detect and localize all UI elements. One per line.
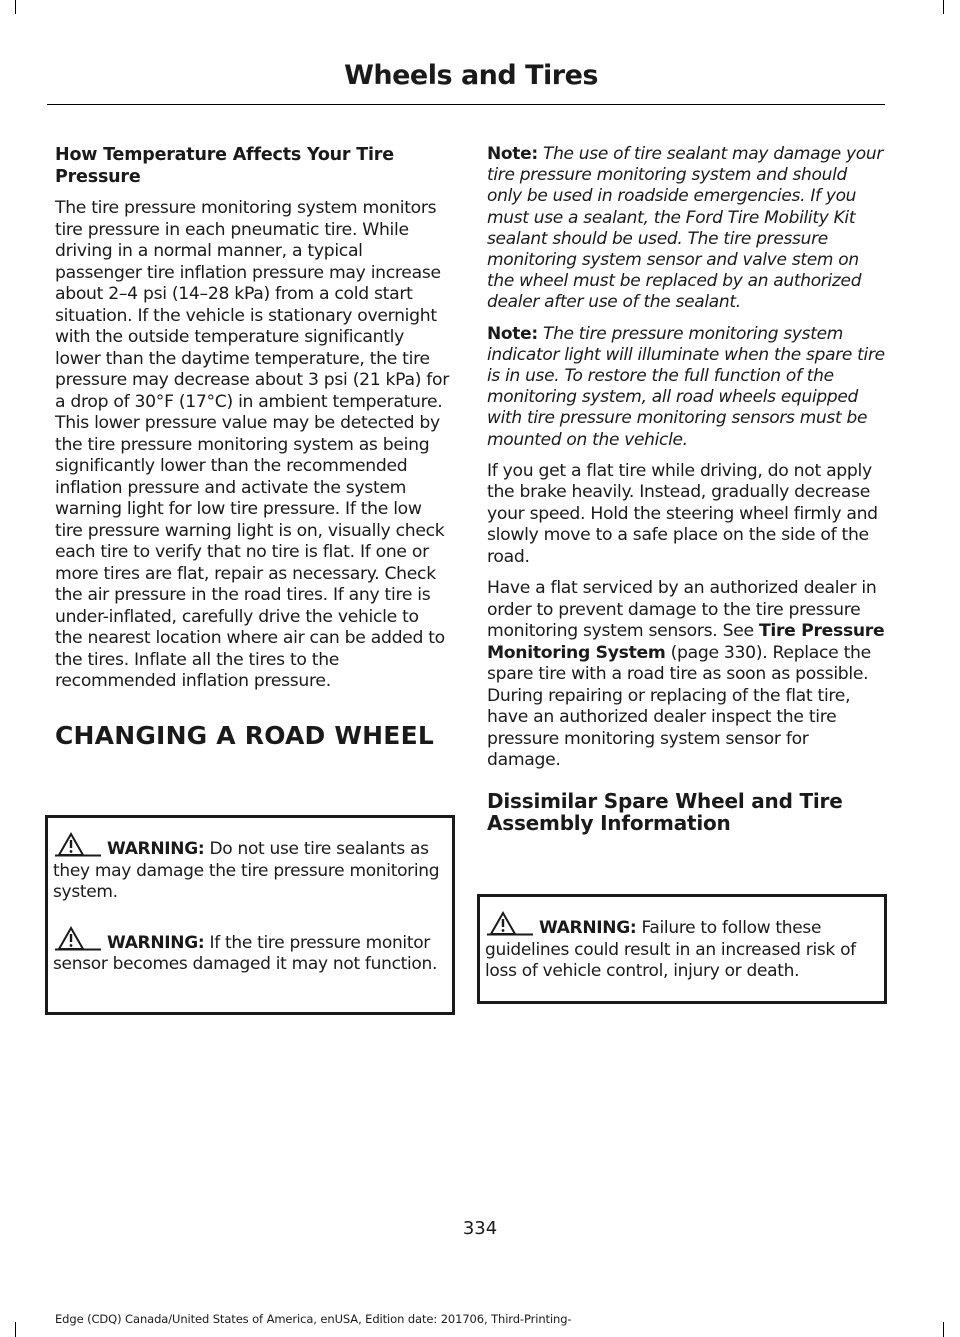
warning-text: Failure to follow these guidelines could result in an increased risk of loss of vehicle control, injury or death. [485, 918, 856, 981]
warning-item [485, 909, 876, 983]
dissimilar-spare-subheading: Dissimilar Spare Wheel and Tire Assembly Information [487, 788, 843, 835]
crop-mark [943, 0, 944, 14]
note-label: Note: [487, 323, 538, 344]
warning-label: WARNING: [539, 918, 637, 938]
warning-box [477, 894, 887, 1004]
header-divider [47, 104, 885, 105]
section-heading: CHANGING A ROAD WHEEL [55, 720, 434, 750]
warning-text: Do not use tire sealants as they may damage the tire pressure monitoring system. [53, 839, 440, 902]
warning-item [53, 830, 444, 904]
note-label: Note: [487, 144, 538, 164]
warning-text: If the tire pressure monitor sensor becomes damaged it may not function. [53, 932, 438, 974]
warning-label: WARNING: [107, 839, 205, 859]
warning-box [45, 815, 455, 1015]
crop-mark [15, 1322, 16, 1337]
warning-triangle-icon [485, 909, 535, 937]
note-sealant [487, 144, 885, 314]
note-text: The tire pressure monitoring system indicator light will illuminate when the spare tire is in use. To restore the full function of the monitoring system, all road wheels equipped with tire pressure monitoring sensors must be mounted on the vehicle. [487, 323, 885, 450]
temperature-paragraph: The tire pressure monitoring system monitors tire pressure in each pneumatic tire. While driving in a normal manner, a typical passenger tire inflation pressure may increase about 2–4 psi (14–28 kPa) from a cold start situation. If the vehicle is stationary overnight with the outside temperature significantly lower than the daytime temperature, the tire pressure may decrease about 3 psi (21 kPa) for a drop of 30°F (17°C) in ambient temperature. This lower pressure value may be detected by the tire pressure monitoring system as being significantly lower than the recommended inflation pressure and activate the system warning light for low tire pressure. If the low tire pressure warning light is on, visually check each tire to verify that no tire is flat. If one or more tires are flat, repair as necessary. Check the air pressure in the road tires. If any tire is under-inflated, carefully drive the vehicle to the nearest location where air can be added to the tires. Inflate all the tires to the recommended inflation pressure. [55, 198, 450, 691]
warning-triangle-icon [53, 924, 103, 952]
warning-item [53, 924, 444, 976]
tpms-cross-reference-link[interactable]: Tire Pressure Monitoring System [487, 621, 885, 663]
service-text-before: Have a flat serviced by an authorized dealer in order to prevent damage to the tire pressure monitoring system sensors. See [487, 578, 877, 642]
page-number: 334 [462, 1218, 498, 1239]
footer-edition-info: Edge (CDQ) Canada/United States of America, enUSA, Edition date: 201706, Third-Printing- [55, 1312, 572, 1326]
right-column [487, 144, 885, 844]
flat-tire-paragraph: If you get a flat tire while driving, do not apply the brake heavily. Instead, gradually decrease your speed. Hold the steering wheel firmly and slowly move to a safe place on the side of the road. [487, 460, 878, 567]
service-text-after: (page 330). Replace the spare tire with a road tire as soon as possible. During repairing or replacing of the flat tire, have an authorized dealer inspect the tire pressure monitoring system sensor for damage. [487, 642, 871, 771]
note-text: The use of tire sealant may damage your tire pressure monitoring system and should only be used in roadside emergencies. If you must use a sealant, the Ford Tire Mobility Kit sealant should be used. The tire pressure monitoring system sensor and valve stem on the wheel must be replaced by an authorized dealer after use of the sealant. [487, 144, 884, 313]
service-paragraph [487, 578, 885, 772]
left-column [55, 144, 450, 778]
page-header-title: Wheels and Tires [344, 60, 598, 91]
warning-triangle-icon [53, 830, 103, 858]
crop-mark [15, 0, 16, 14]
crop-mark [943, 1322, 944, 1337]
temperature-subheading: How Temperature Affects Your Tire Pressure [55, 145, 394, 187]
note-spare-tire [487, 324, 885, 451]
warning-label: WARNING: [107, 932, 205, 953]
